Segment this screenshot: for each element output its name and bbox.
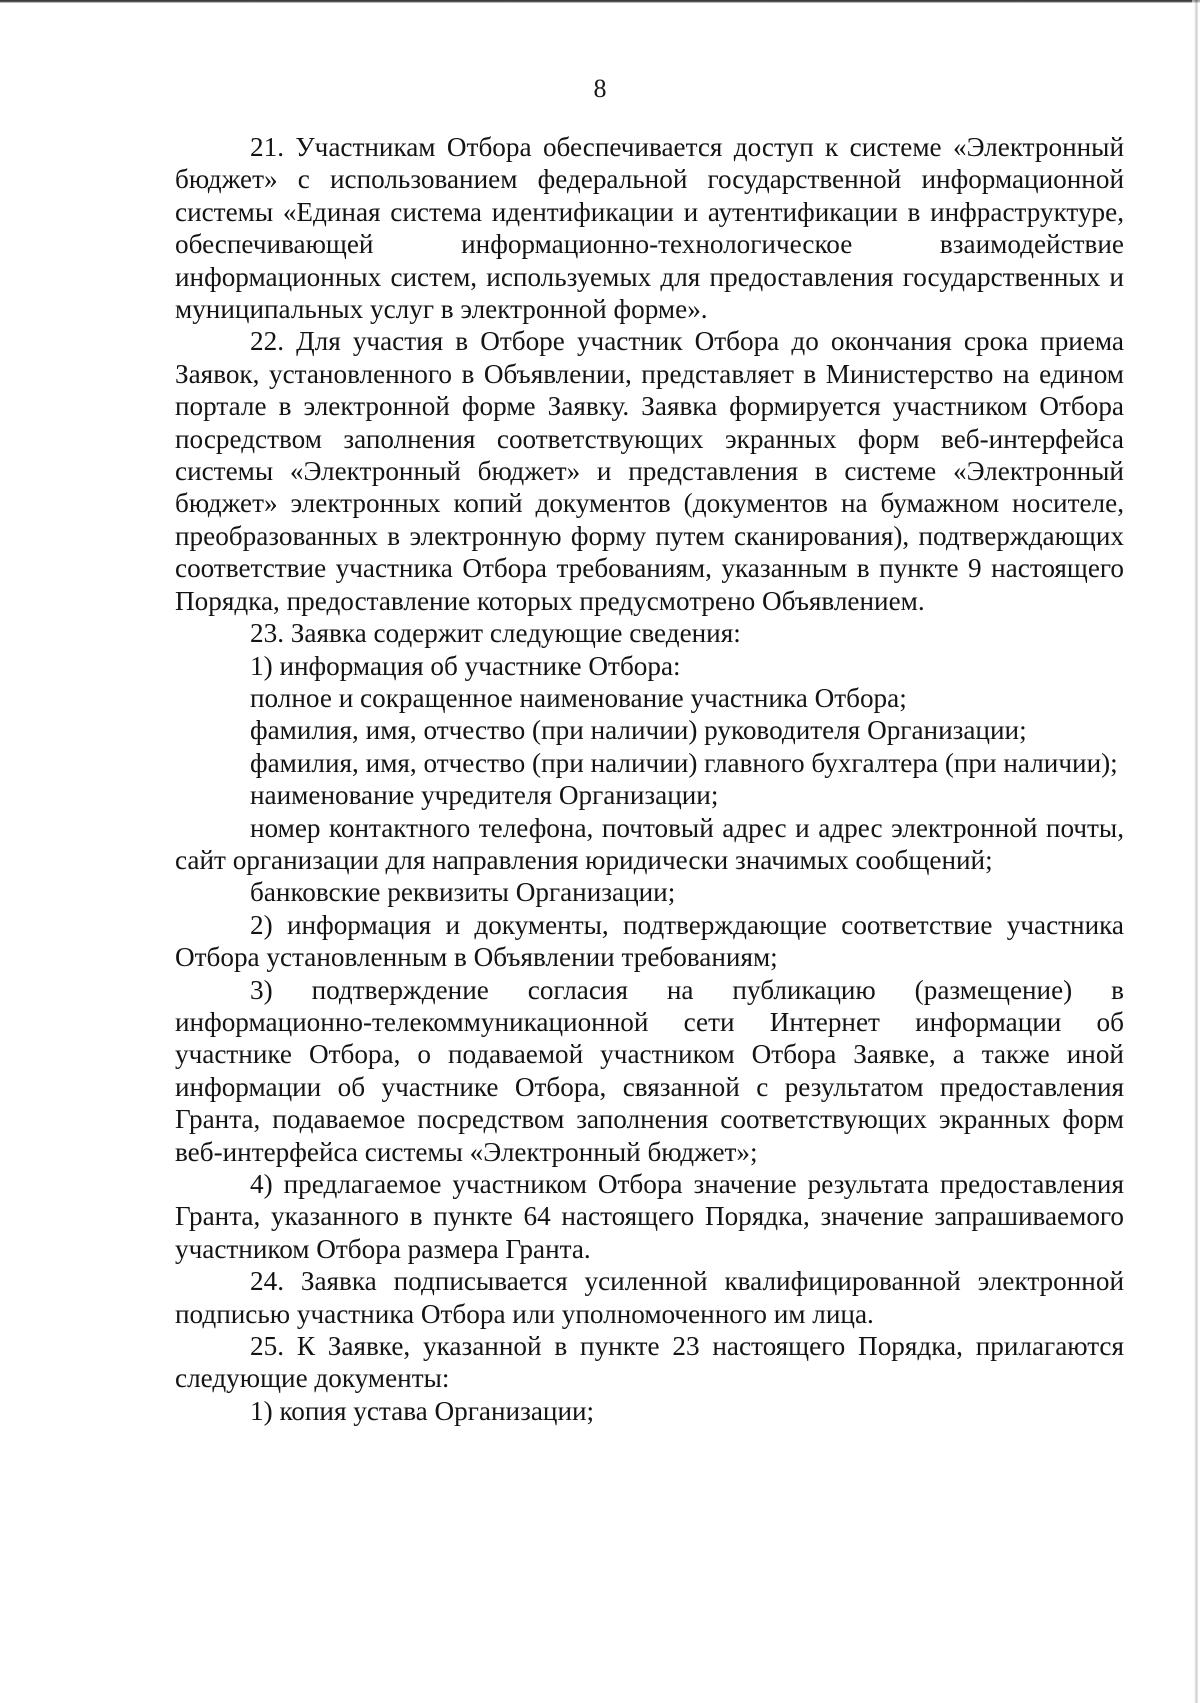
- list-item-25-1: 1) копия устава Организации;: [250, 1395, 595, 1426]
- list-subitem-name: полное и сокращенное наименование участника Отбора;: [250, 682, 907, 713]
- scan-edge-top: [0, 0, 1200, 3]
- paragraph-24: 24. Заявка подписывается усиленной квалифицированной электронной подписью участника Отбора или уполномоченного им лица.: [175, 1266, 1124, 1329]
- list-subitem-director: фамилия, имя, отчество (при наличии) руководителя Организации;: [250, 715, 1027, 746]
- paragraph-23: 23. Заявка содержит следующие сведения:: [250, 618, 741, 649]
- list-subitem-founder: наименование учредителя Организации;: [250, 780, 719, 811]
- scan-edge-right: [1192, 0, 1200, 1703]
- page-number: 8: [593, 74, 607, 103]
- list-subitem-bank: банковские реквизиты Организации;: [250, 877, 676, 908]
- list-item-23-4: 4) предлагаемое участником Отбора значение результата предоставления Гранта, указанного в пункте 64 настоящего Порядка, значение запрашиваемого участником Отбора размера Гранта.: [175, 1169, 1124, 1264]
- list-subitem-accountant: фамилия, имя, отчество (при наличии) главного бухгалтера (при наличии);: [250, 747, 1118, 778]
- list-subitem-contacts: номер контактного телефона, почтовый адрес и адрес электронной почты, сайт организации для направления юридически значимых сообщений;: [175, 812, 1124, 875]
- list-item-23-2: 2) информация и документы, подтверждающие соответствие участника Отбора установленным в Объявлении требованиям;: [175, 909, 1124, 973]
- list-item-23-3: 3) подтверждение согласия на публикацию (размещение) в информационно-телекоммуникационной сети Интернет информации об участнике Отбора, о подаваемой участником Отбора Заявке, а также иной информации об участнике Отбора, связанной с результатом предоставления Гранта, подаваемое посредством заполнения соответствующих экранных форм веб-интерфейса системы «Электронный бюджет»;: [175, 974, 1124, 1167]
- paragraph-21: 21. Участникам Отбора обеспечивается доступ к системе «Электронный бюджет» с использованием федеральной государственной информационной системы «Единая система идентификации и аутентификации в инфраструктуре, обеспечивающей информационно-технологическое взаимодействие информационных систем, используемых для предоставления государственных и муниципальных услуг в электронной форме».: [175, 132, 1124, 325]
- paragraph-22: 22. Для участия в Отборе участник Отбора до окончания срока приема Заявок, установленного в Объявлении, представляет в Министерство на едином портале в электронной форме Заявку. Заявка формируется участником Отбора посредством заполнения соответствующих экранных форм веб-интерфейса системы «Электронный бюджет» и представления в системе «Электронный бюджет» электронных копий документов (документов на бумажном носителе, преобразованных в электронную форму путем сканирования), подтверждающих соответствие участника Отбора требованиям, указанным в пункте 9 настоящего Порядка, предоставление которых предусмотрено Объявлением.: [175, 326, 1124, 616]
- paragraph-25: 25. К Заявке, указанной в пункте 23 настоящего Порядка, прилагаются следующие документы:: [175, 1331, 1124, 1394]
- list-item-23-1: 1) информация об участнике Отбора:: [250, 650, 681, 681]
- document-body: [175, 131, 1124, 1427]
